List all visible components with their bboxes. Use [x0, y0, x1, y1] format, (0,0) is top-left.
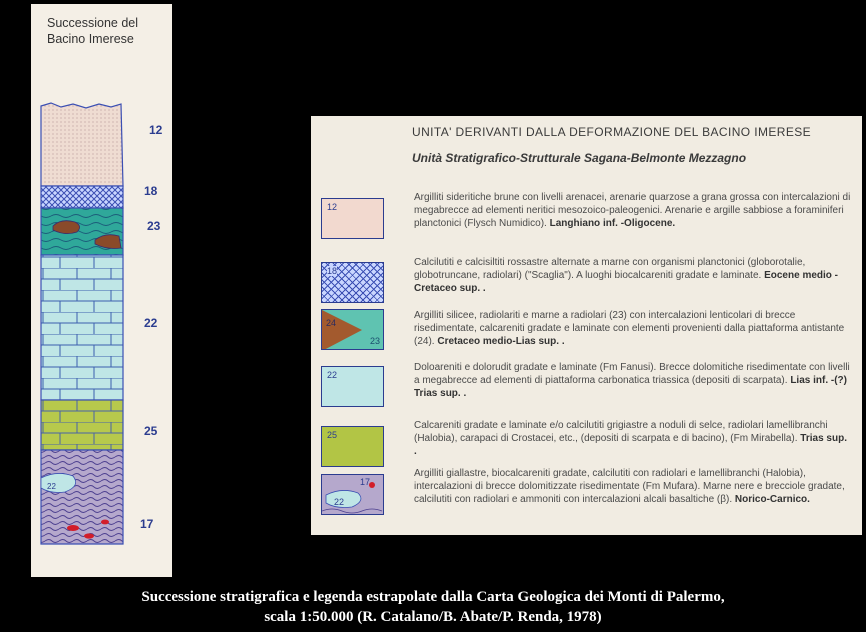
column-title-line1: Successione del: [47, 16, 139, 30]
layer-25: [41, 400, 123, 450]
swatch-code: 24: [326, 318, 337, 328]
legend-swatch-24-23: [321, 309, 384, 350]
entry-description: Argilliti giallastre, biocalcareniti gradate, calcilutiti con radiolari e lamellibranchi (Halobia), intercalazioni di brecce dolomitizzate risedimentate (Fm Mufara). Marne nere e brecciole gradate, calcilutiti con radiolari e ammoniti con intercalazioni alcali basaltiche (β).: [414, 468, 845, 506]
nodule: [84, 533, 94, 538]
nodule: [101, 520, 109, 525]
swatch-code: 25: [327, 430, 338, 440]
swatch-code: 22: [334, 497, 345, 507]
legend-entry-24-23-text: [414, 309, 852, 349]
nodule: [67, 525, 79, 531]
legend-entry-12-text: [414, 191, 852, 231]
swatch-code: 22: [327, 370, 338, 380]
entry-description: Argilliti sideritiche brune con livelli arenacei, arenarie quarzose a grana grossa con intercalazioni di megabrecce ad elementi neritici mesozoico-paleogenici. Arenarie e argille sabbiose a foraminiferi planctonici (Flysch Numidico).: [414, 192, 851, 230]
entry-description: Calcareniti gradate e laminate e/o calcilutiti grigiastre a noduli di selce, radiolari lamellibranchi (Halobia), carapaci di Crostacei, etc., (depositi di scarpata e di bacino), (Fm Mirabella).: [414, 420, 828, 445]
legend-entry-18-text: [414, 256, 852, 296]
entry-age: Norico-Carnico.: [734, 494, 810, 506]
breccia-lens: [53, 221, 80, 234]
layer-label-12: 12: [149, 123, 163, 137]
stratigraphic-column-drawing: [31, 4, 172, 577]
legend-entry-25-text: [414, 419, 852, 459]
stratigraphic-column-panel: [31, 4, 172, 577]
legend-panel: [311, 116, 862, 535]
entry-age: Trias sup. .: [414, 433, 847, 458]
caption-line1: Successione stratigrafica e legenda estrapolate dalla Carta Geologica dei Monti di Palermo,: [141, 589, 725, 605]
layer-label-17: 17: [140, 517, 154, 531]
legend-swatch-22-17: [321, 474, 384, 515]
legend-subheader: Unità Stratigrafico-Strutturale Sagana-Belmonte Mezzagno: [412, 151, 747, 165]
legend-entry-22-17-text: [414, 467, 852, 507]
layer-label-23: 23: [147, 219, 161, 233]
entry-description: Argilliti silicee, radiolariti e marne a radiolari (23) con intercalazioni lenticolari di brecce risedimentate, calcareniti gradate e laminate con elementi provenienti dalla piattaforma antistante (24).: [414, 310, 845, 348]
legend-entry-22-text: [414, 361, 852, 401]
figure-caption: [0, 587, 866, 627]
legend-header: UNITA' DERIVANTI DALLA DEFORMAZIONE DEL BACINO IMERESE: [412, 125, 812, 139]
swatch-code: 12: [327, 202, 338, 212]
lens-label-22: 22: [47, 482, 56, 491]
caption-line2: scala 1:50.000 (R. Catalano/B. Abate/P. Renda, 1978): [264, 609, 602, 625]
mixed-lithology-icon: [322, 475, 384, 515]
layer-22: [41, 255, 123, 400]
layer-label-25: 25: [144, 424, 158, 438]
legend-swatch-25: [321, 426, 384, 467]
swatch-code-2: 17: [360, 477, 371, 487]
entry-age: Cretaceo medio-Lias sup. .: [437, 336, 565, 348]
layer-label-18: 18: [144, 184, 158, 198]
layer-label-22: 22: [144, 316, 158, 330]
swatch-code-2: 23: [370, 336, 381, 346]
layer-18: [41, 186, 123, 208]
legend-swatch-22: [321, 366, 384, 407]
swatch-code: 18: [327, 266, 338, 276]
layer-17: [41, 450, 123, 544]
entry-age: Langhiano inf. -Oligocene.: [549, 218, 676, 230]
entry-description: Doloareniti e dolorudit gradate e laminate (Fm Fanusi). Brecce dolomitiche risedimentate con livelli a megabrecce ad elementi di piattaforma carbonatica triassica (depositi di scarpata).: [414, 362, 850, 387]
layer-12: [41, 103, 123, 186]
entry-description: Calcilutiti e calcisiltiti rossastre alternate a marne con organismi planctonici (globorotalie, globotruncane, radiolari) ("Scaglia"). A luoghi biocalcareniti gradate e laminate.: [414, 257, 806, 282]
legend-swatch-12: [321, 198, 384, 239]
entry-age: Eocene medio -Cretaceo sup. .: [414, 270, 838, 295]
entry-age: Lias inf. -(?) Trias sup. .: [414, 375, 847, 400]
column-title-line2: Bacino Imerese: [47, 32, 134, 46]
legend-swatch-18: [321, 262, 384, 303]
